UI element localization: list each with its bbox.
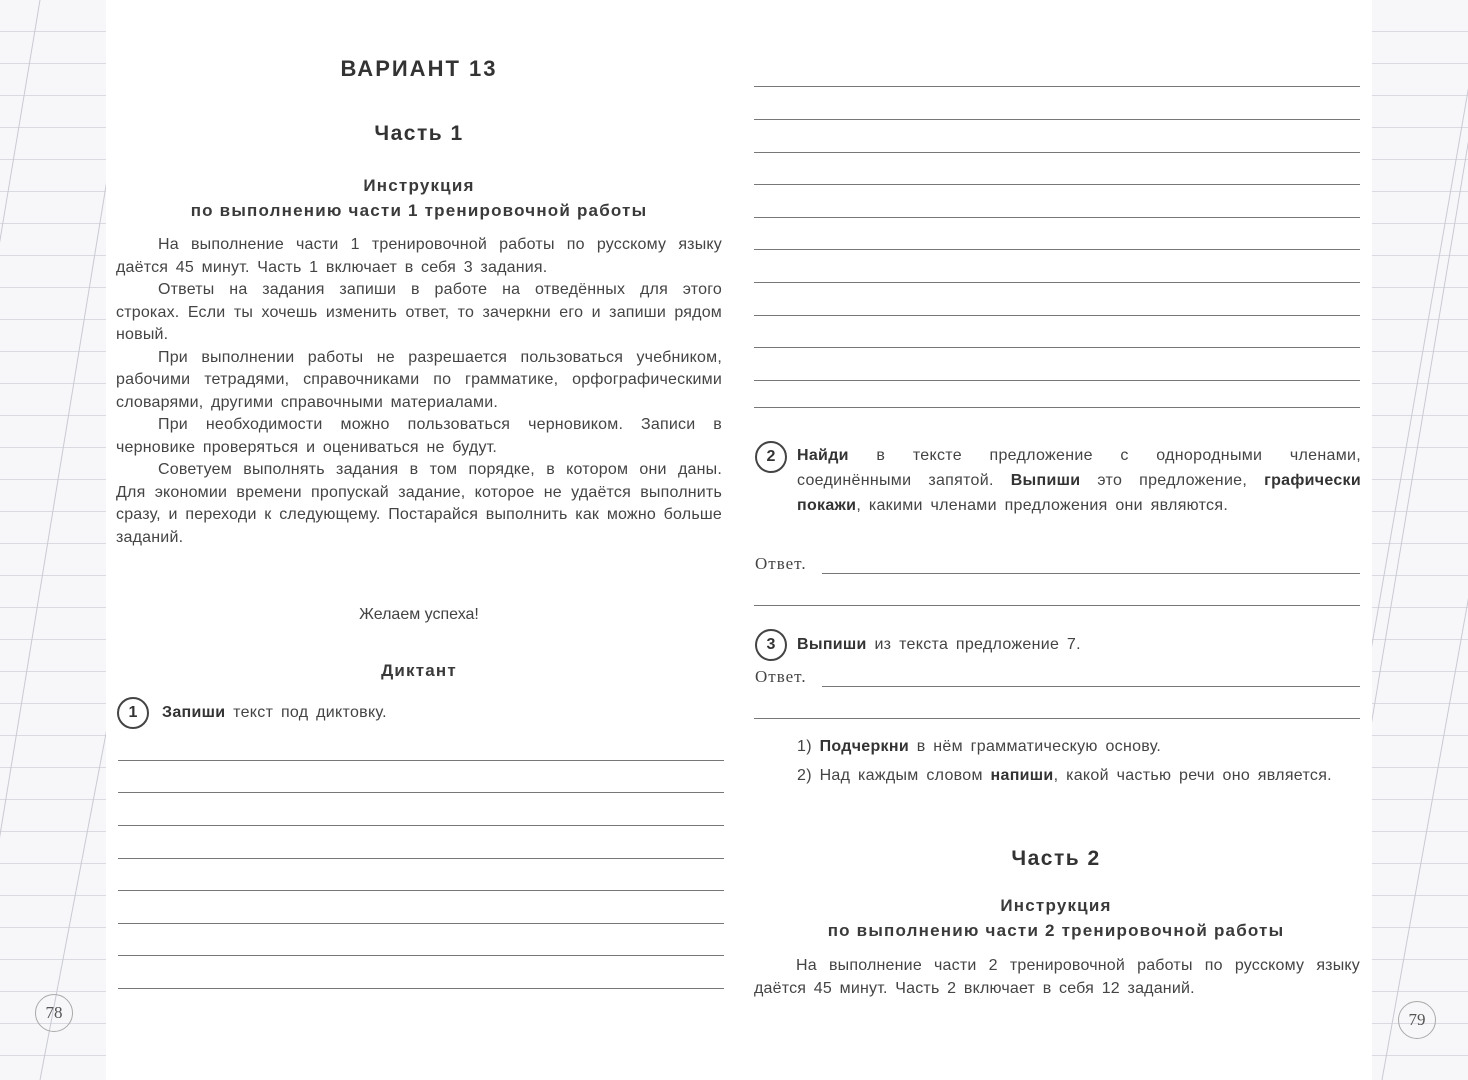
task-number-3: 3 [755, 629, 787, 661]
page-number-right: 79 [1398, 1001, 1436, 1039]
task-verb: Выпиши [1010, 472, 1081, 489]
writing-line[interactable] [118, 792, 724, 793]
writing-line[interactable] [754, 119, 1360, 120]
task-text: , какой частью речи оно является. [1053, 767, 1332, 784]
part2-title: Часть 2 [1011, 847, 1101, 870]
task-verb: Подчеркни [819, 738, 909, 755]
paragraph: На выполнение части 1 тренировочной работы по русскому языку даётся 45 минут. Часть 1 включает в себя 3 задания. [116, 236, 722, 276]
answer-line[interactable] [822, 686, 1360, 687]
paragraph: Советуем выполнять задания в том порядке, в котором они даны. Для экономии времени пропускай задание, которое не удаётся выполнить сразу, и переходи к следующему. Постарайся выполнить как можно больше заданий. [116, 461, 722, 546]
paragraph: Ответы на задания запиши в работе на отведённых для этого строках. Если ты хочешь изменить ответ, то зачеркни его и запиши рядом новый. [116, 281, 722, 343]
left-ruled-margin [0, 0, 106, 1080]
page-number-left: 78 [35, 994, 73, 1032]
writing-line[interactable] [754, 86, 1360, 87]
task-verb: Запиши [162, 704, 226, 721]
task-text: в тексте предложение с однородными членами, соединёнными запятой. [797, 447, 1361, 489]
subtask-prefix: 1) [797, 738, 820, 755]
writing-line[interactable] [118, 988, 724, 989]
instruction2-subtitle: по выполнению части 2 тренировочной работы [827, 921, 1285, 940]
task3-sub2 [797, 763, 1361, 788]
task-verb: Найди [797, 447, 849, 464]
paragraph: При необходимости можно пользоваться черновиком. Записи в черновике проверяться и оцениваться не будут. [116, 416, 722, 456]
writing-line[interactable] [118, 923, 724, 924]
writing-line[interactable] [118, 825, 724, 826]
writing-line[interactable] [754, 152, 1360, 153]
margin-slant-lines [0, 0, 106, 1080]
writing-line[interactable] [754, 605, 1360, 606]
wish-text: Желаем успеха! [359, 606, 479, 623]
writing-line[interactable] [118, 858, 724, 859]
task2-text [797, 443, 1361, 518]
writing-line[interactable] [754, 184, 1360, 185]
margin-slant-lines [1372, 0, 1468, 1080]
dictation-title: Диктант [381, 661, 457, 680]
writing-line[interactable] [754, 407, 1360, 408]
writing-line[interactable] [118, 760, 724, 761]
subtask-prefix: 2) Над каждым словом [797, 767, 991, 784]
instruction-text [116, 234, 722, 549]
writing-line[interactable] [754, 249, 1360, 250]
paragraph: На выполнение части 2 тренировочной работы по русскому языку даётся 45 минут. Часть 2 включает в себя 12 заданий. [754, 957, 1360, 997]
writing-line[interactable] [118, 955, 724, 956]
task-text: текст под диктовку. [225, 704, 387, 721]
right-ruled-margin [1372, 0, 1468, 1080]
writing-line[interactable] [754, 380, 1360, 381]
instruction2-title: Инструкция [1000, 896, 1112, 915]
writing-line[interactable] [754, 718, 1360, 719]
task3-sub1 [797, 734, 1361, 759]
writing-line[interactable] [754, 282, 1360, 283]
task-text: в нём грамматическую основу. [908, 738, 1162, 755]
task-text: , какими членами предложения они являются. [856, 497, 1229, 514]
writing-line[interactable] [754, 217, 1360, 218]
instruction-title: Инструкция [363, 176, 475, 195]
paragraph: При выполнении работы не разрешается пользоваться учебником, рабочими тетрадями, справочниками по грамматике, орфографическими словарями, другими справочными материалами. [116, 348, 722, 411]
answer-line[interactable] [822, 573, 1360, 574]
task-number-1: 1 [117, 697, 149, 729]
task3-text [797, 632, 1361, 657]
task-text: это предложение, [1080, 472, 1265, 489]
task1-text [162, 700, 722, 725]
task-number-2: 2 [755, 441, 787, 473]
answer-label: Ответ. [755, 667, 807, 686]
task-verb: напиши [990, 767, 1054, 784]
answer-label: Ответ. [755, 554, 807, 573]
task-verb: графически покажи [797, 472, 1361, 514]
task-text: из текста предложение 7. [866, 636, 1081, 653]
writing-line[interactable] [754, 315, 1360, 316]
writing-line[interactable] [118, 890, 724, 891]
variant-title: ВАРИАНТ 13 [340, 56, 498, 81]
instruction2-text [754, 955, 1360, 1000]
writing-line[interactable] [754, 347, 1360, 348]
task-verb: Выпиши [797, 636, 867, 653]
instruction-subtitle: по выполнению части 1 тренировочной работы [190, 201, 648, 220]
part1-title: Часть 1 [374, 122, 464, 145]
